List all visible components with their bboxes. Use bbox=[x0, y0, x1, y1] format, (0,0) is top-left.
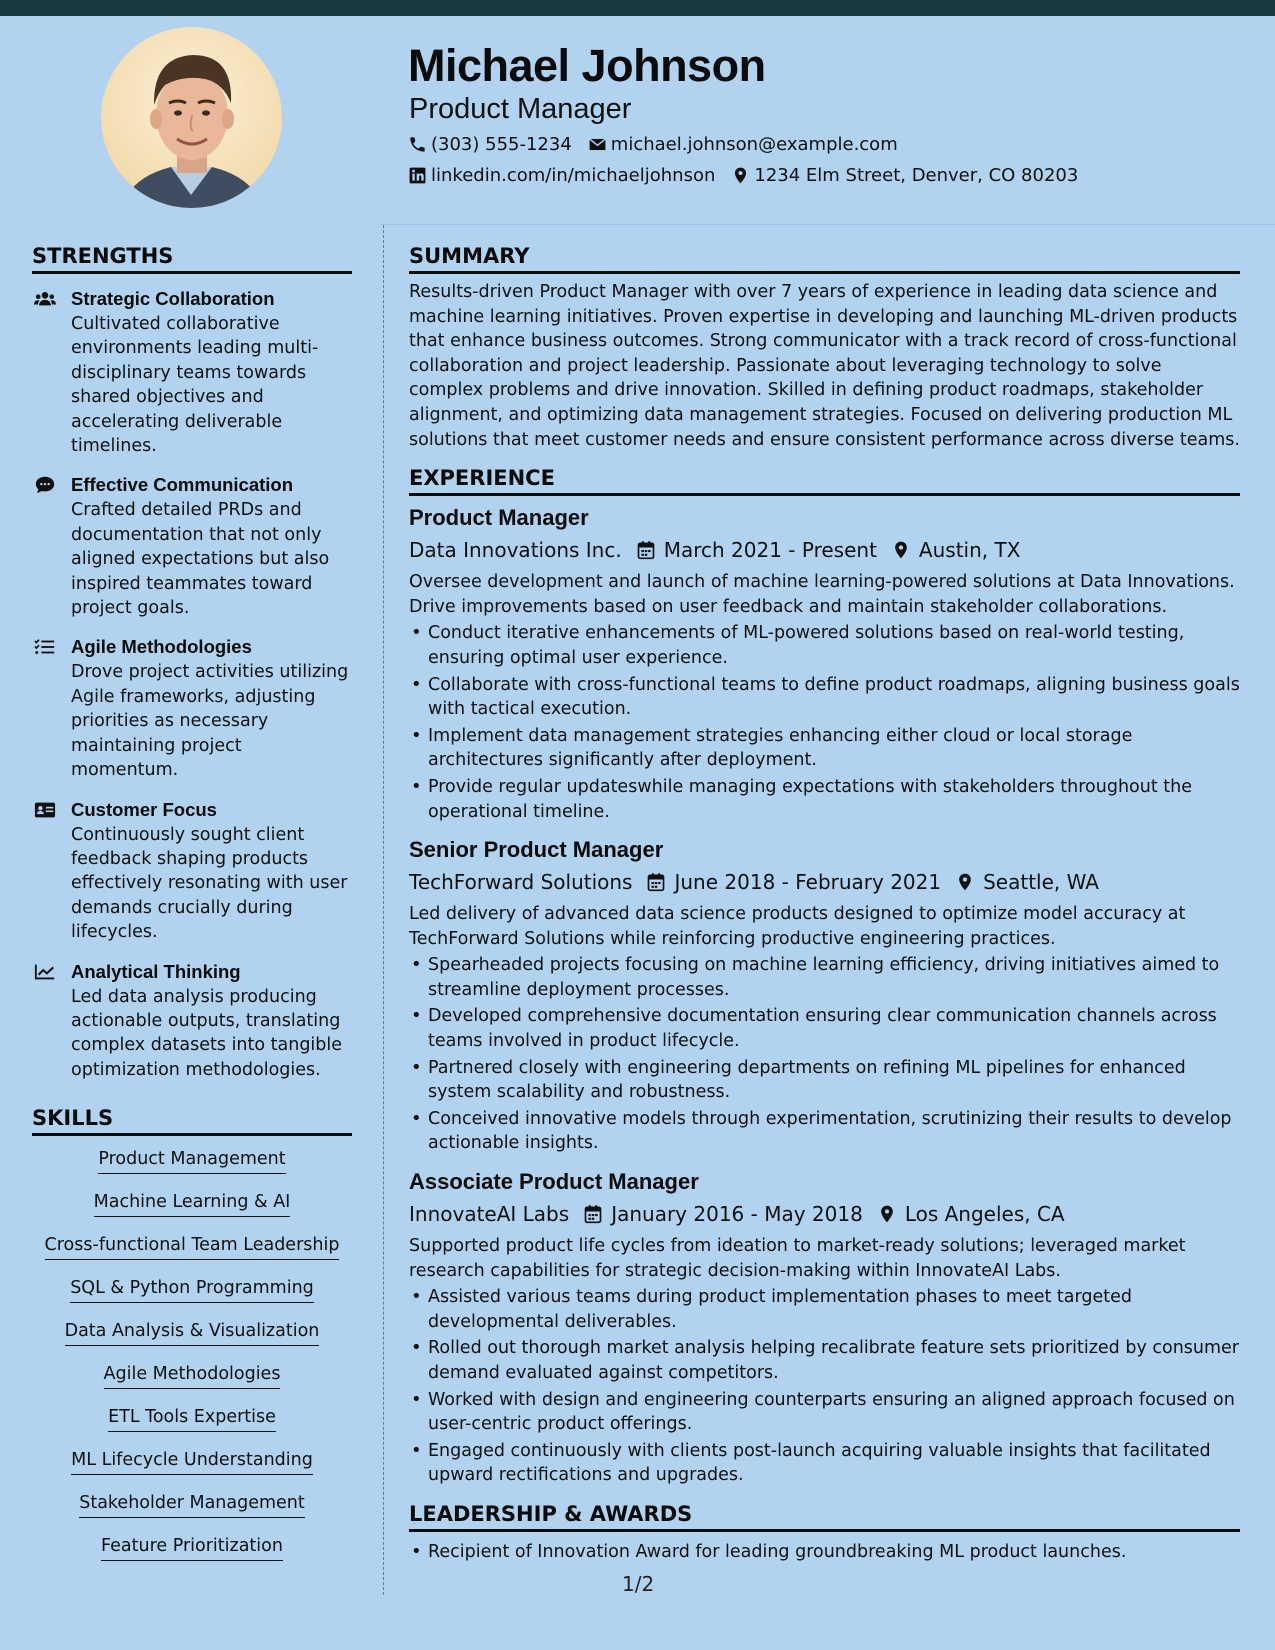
phone-icon bbox=[408, 135, 427, 154]
task-list-icon bbox=[34, 637, 56, 657]
calendar-icon bbox=[583, 1204, 603, 1224]
strength-item bbox=[32, 634, 352, 782]
strength-title: Analytical Thinking bbox=[71, 960, 241, 982]
summary-heading: SUMMARY bbox=[409, 244, 1240, 274]
job-description: Oversee development and launch of machine learning-powered solutions at Data Innovations. Drive improvements based on user feedback and maintain stakeholder collaborations. bbox=[409, 572, 1235, 617]
candidate-role: Product Manager bbox=[409, 93, 632, 125]
strength-item bbox=[32, 797, 352, 945]
awards-heading: LEADERSHIP & AWARDS bbox=[409, 1502, 1240, 1532]
skill-item: SQL & Python Programming bbox=[70, 1278, 314, 1303]
skill-item: Agile Methodologies bbox=[104, 1364, 281, 1389]
job-description: Led delivery of advanced data science products designed to optimize model accuracy at TechForward Solutions while reinforcing productive engineering practices. bbox=[409, 904, 1186, 949]
strength-desc: Crafted detailed PRDs and documentation that not only aligned expectations but also inspired teammates toward project goals. bbox=[71, 500, 330, 619]
profile-photo bbox=[101, 27, 282, 208]
contact-row-1 bbox=[408, 134, 914, 155]
strength-item bbox=[32, 286, 352, 458]
map-pin-icon bbox=[891, 540, 911, 560]
job-meta bbox=[409, 867, 1240, 897]
chat-bubble-icon bbox=[34, 475, 56, 495]
job-meta bbox=[409, 1199, 1240, 1229]
skill-item: Feature Prioritization bbox=[101, 1536, 283, 1561]
envelope-icon bbox=[588, 135, 607, 154]
skills-heading: SKILLS bbox=[32, 1106, 352, 1136]
linkedin-icon bbox=[408, 166, 427, 185]
calendar-icon bbox=[636, 540, 656, 560]
strengths-list bbox=[32, 286, 352, 1082]
skills-list bbox=[32, 1149, 352, 1579]
skill-item: ML Lifecycle Understanding bbox=[71, 1450, 313, 1475]
job-meta bbox=[409, 535, 1240, 565]
experience-heading: EXPERIENCE bbox=[409, 466, 1240, 496]
job-location: Seattle, WA bbox=[983, 870, 1099, 895]
bullet-item: • Developed comprehensive documentation ensuring clear communication channels across teams involved in product lifecycle. bbox=[409, 1004, 1240, 1053]
job-dates: January 2016 - May 2018 bbox=[611, 1202, 863, 1227]
bullet-item: • Spearheaded projects focusing on machine learning efficiency, driving initiatives aimed to streamline deployment processes. bbox=[409, 953, 1240, 1002]
job-title: Associate Product Manager bbox=[409, 1169, 699, 1195]
skill-item: Data Analysis & Visualization bbox=[65, 1321, 320, 1346]
address-text: 1234 Elm Street, Denver, CO 80203 bbox=[754, 165, 1079, 186]
strength-title: Customer Focus bbox=[71, 798, 217, 820]
skill-item: Machine Learning & AI bbox=[94, 1192, 291, 1217]
job-company: TechForward Solutions bbox=[409, 870, 633, 895]
strength-title: Strategic Collaboration bbox=[71, 288, 275, 309]
job-title: Product Manager bbox=[409, 505, 589, 531]
phone-text: (303) 555-1234 bbox=[431, 134, 572, 155]
linkedin-text: linkedin.com/in/michaeljohnson bbox=[431, 165, 716, 186]
skill-item: Product Management bbox=[98, 1149, 285, 1174]
column-divider bbox=[383, 225, 384, 1595]
job-entry bbox=[409, 836, 1240, 1156]
job-entry bbox=[409, 504, 1240, 824]
left-column bbox=[32, 244, 352, 1579]
address-contact bbox=[731, 165, 1078, 186]
line-chart-icon bbox=[34, 962, 56, 982]
job-bullets bbox=[409, 621, 1240, 824]
bullet-item: • Worked with design and engineering counterparts ensuring an aligned approach focused on user-centric product offerings. bbox=[409, 1388, 1240, 1437]
map-pin-icon bbox=[731, 166, 750, 185]
strength-desc: Drove project activities utilizing Agile frameworks, adjusting priorities as necessary maintaining project momentum. bbox=[71, 662, 349, 781]
contact-row-2 bbox=[408, 165, 1094, 186]
bullet-item: • Conceived innovative models through experimentation, scrutinizing their results to develop actionable insights. bbox=[409, 1107, 1240, 1156]
job-title: Senior Product Manager bbox=[409, 837, 664, 863]
job-location: Los Angeles, CA bbox=[904, 1202, 1065, 1227]
job-bullets bbox=[409, 1285, 1240, 1488]
phone-contact[interactable] bbox=[408, 134, 572, 155]
bullet-item: • Assisted various teams during product implementation phases to meet targeted developmental deliverables. bbox=[409, 1285, 1240, 1334]
strength-desc: Cultivated collaborative environments leading multi-disciplinary teams towards shared objectives and accelerating deliverable timelines. bbox=[71, 314, 319, 457]
job-description: Supported product life cycles from ideation to market-ready solutions; leveraged market research capabilities for strategic decision-making within InnovateAI Labs. bbox=[409, 1236, 1186, 1281]
strength-desc: Led data analysis producing actionable outputs, translating complex datasets into tangible optimization methodologies. bbox=[71, 986, 343, 1080]
bullet-item: • Engaged continuously with clients post-launch acquiring valuable insights that facilitated upward rectifications and upgrades. bbox=[409, 1439, 1240, 1488]
summary-text: Results-driven Product Manager with over 7 years of experience in leading data science and machine learning initiatives. Proven expertise in developing and launching ML-driven products that enhance business outcomes. Strong communicator with a track record of cross-functional collaboration and project leadership. Passionate about leveraging technology to solve complex problems and drive innovation. Skilled in defining product roadmaps, stakeholder alignment, and optimizing data management strategies. Focused on delivering production ML solutions that meet customer needs and ensure consistent performance across diverse teams. bbox=[409, 282, 1240, 450]
header-divider bbox=[380, 224, 1275, 225]
bullet-item: • Rolled out thorough market analysis helping recalibrate feature sets prioritized by consumer demand evaluated against competitors. bbox=[409, 1336, 1240, 1385]
job-company: Data Innovations Inc. bbox=[409, 538, 622, 563]
strength-item bbox=[32, 472, 352, 620]
awards-list bbox=[409, 1540, 1240, 1565]
job-location: Austin, TX bbox=[918, 538, 1021, 563]
bullet-item: • Implement data management strategies enhancing either cloud or local storage architectures significantly after deployment. bbox=[409, 724, 1240, 773]
users-icon bbox=[34, 289, 56, 309]
skill-item: Cross-functional Team Leadership bbox=[45, 1235, 340, 1260]
skill-item: ETL Tools Expertise bbox=[108, 1407, 276, 1432]
page-number: 1/2 bbox=[622, 1572, 655, 1596]
strength-title: Agile Methodologies bbox=[71, 636, 252, 658]
bullet-item: • Conduct iterative enhancements of ML-powered solutions based on real-world testing, ensuring optimal user experience. bbox=[409, 621, 1240, 670]
linkedin-contact[interactable] bbox=[408, 165, 715, 186]
candidate-name: Michael Johnson bbox=[408, 40, 766, 91]
right-column bbox=[409, 244, 1240, 1567]
strength-item bbox=[32, 959, 352, 1083]
strength-desc: Continuously sought client feedback shaping products effectively resonating with user demands crucially during lifecycles. bbox=[71, 824, 348, 943]
job-company: InnovateAI Labs bbox=[409, 1202, 570, 1227]
strengths-heading: STRENGTHS bbox=[32, 244, 352, 274]
job-dates: June 2018 - February 2021 bbox=[674, 870, 942, 895]
job-dates: March 2021 - Present bbox=[663, 538, 877, 563]
email-contact[interactable] bbox=[588, 134, 898, 155]
map-pin-icon bbox=[955, 872, 975, 892]
bullet-item: • Provide regular updateswhile managing expectations with stakeholders throughout the operational timeline. bbox=[409, 775, 1240, 824]
email-text: michael.johnson@example.com bbox=[610, 134, 898, 155]
bullet-item: • Collaborate with cross-functional teams to define product roadmaps, aligning business goals with tactical execution. bbox=[409, 673, 1240, 722]
bullet-item: • Partnered closely with engineering departments on refining ML pipelines for enhanced system scalability and robustness. bbox=[409, 1056, 1240, 1105]
strength-title: Effective Communication bbox=[71, 474, 294, 496]
top-color-bar bbox=[0, 0, 1275, 16]
skill-item: Stakeholder Management bbox=[79, 1493, 305, 1518]
award-item: • Recipient of Innovation Award for leading groundbreaking ML product launches. bbox=[409, 1540, 1240, 1565]
calendar-icon bbox=[646, 872, 666, 892]
job-bullets bbox=[409, 953, 1240, 1156]
job-entry bbox=[409, 1168, 1240, 1488]
id-card-icon bbox=[34, 800, 56, 820]
portrait-illustration bbox=[101, 27, 282, 208]
map-pin-icon bbox=[877, 1204, 897, 1224]
